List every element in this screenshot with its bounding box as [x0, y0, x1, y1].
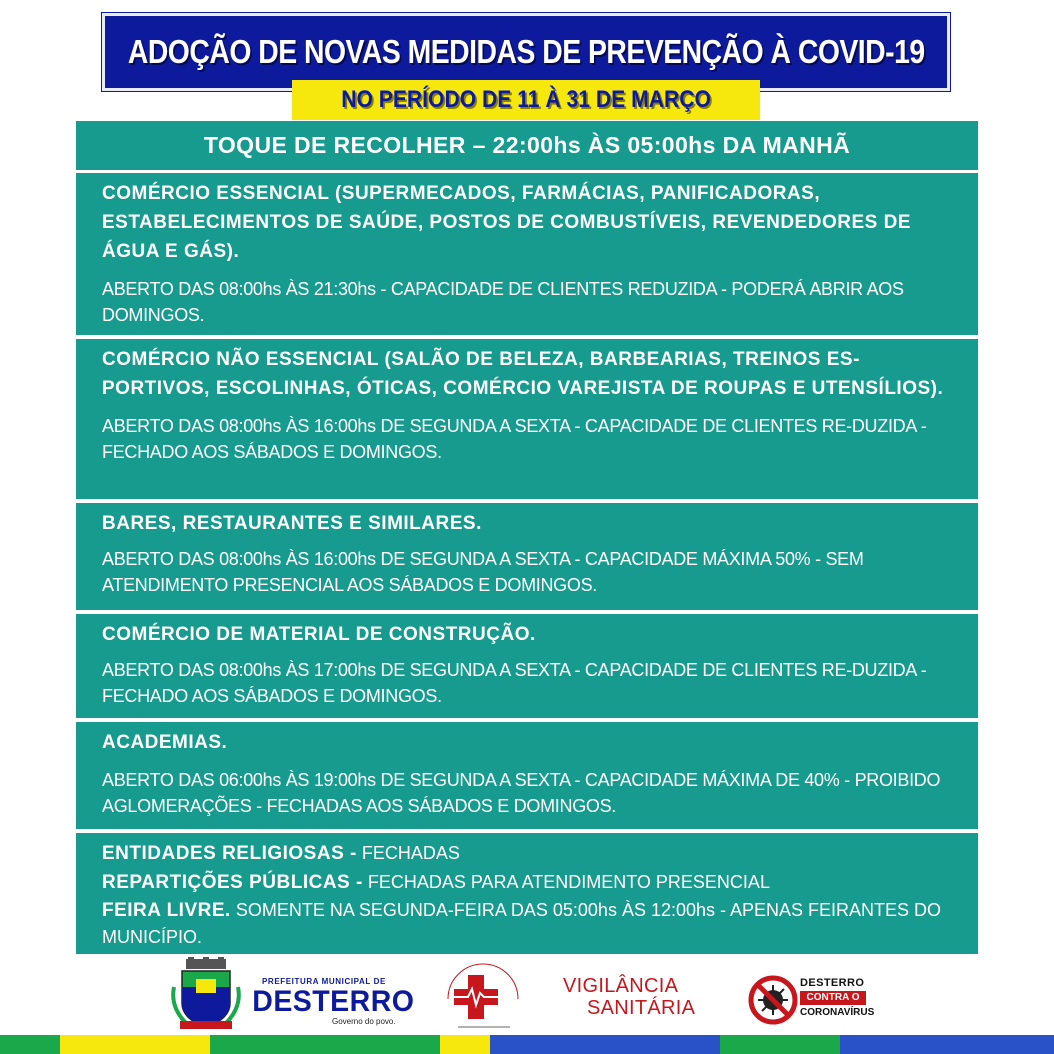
section-gyms — [76, 722, 978, 829]
public-offices-label: REPARTIÇÕES PÚBLICAS - — [102, 872, 363, 893]
section-construction-material — [76, 614, 978, 718]
vigilancia-line-2: SANITÁRIA — [587, 997, 696, 1019]
section-title: BARES, RESTAURANTES E SIMILARES. — [102, 513, 482, 534]
public-offices-row — [102, 868, 956, 897]
footer-logos — [0, 955, 1054, 1035]
desterro-contra-coronavirus-logo — [748, 975, 875, 1027]
religious-value: FECHADAS — [361, 843, 460, 863]
contra-line-3: CORONAVÍRUS — [800, 1007, 875, 1018]
governo-label: Governo do povo. — [332, 1017, 396, 1026]
section-body: ABERTO DAS 08:00hs ÀS 17:00hs DE SEGUNDA A SEXTA - CAPACIDADE DE CLIENTES RE-DUZIDA - FECHADO AOS SÁBADOS E DOMINGOS. — [102, 660, 927, 706]
virus-prohibited-icon — [748, 975, 798, 1025]
section-other-entities — [76, 833, 978, 954]
contra-line-1: DESTERRO — [800, 977, 865, 989]
desterro-label: DESTERRO — [252, 985, 415, 1018]
section-body: ABERTO DAS 06:00hs ÀS 19:00hs DE SEGUNDA A SEXTA - CAPACIDADE MÁXIMA DE 40% - PROIBIDO AGLOMERAÇÕES - FECHADAS AOS SÁBADOS E DOMINGOS. — [102, 770, 941, 816]
vigilancia-sanitaria-logo — [563, 975, 695, 1019]
religious-entities-row — [102, 839, 956, 868]
curfew-text: TOQUE DE RECOLHER – 22:00hs ÀS 05:00hs DA MANHÃ — [203, 132, 851, 158]
section-title: ACADEMIAS. — [102, 732, 228, 753]
health-cross-icon — [438, 959, 528, 1037]
section-title: COMÉRCIO ESSENCIAL (SUPERMECADOS, FARMÁCIAS, PANIFICADORAS, ESTABELECIMENTOS DE SAÚDE, POSTOS DE COMBUSTÍVEIS, REVENDEDORES DE ÁGUA E GÁS). — [102, 183, 911, 262]
coat-of-arms-icon — [166, 957, 246, 1033]
street-fair-value: SOMENTE NA SEGUNDA-FEIRA DAS 05:00hs ÀS 12:00hs - APENAS FEIRANTES DO MUNICÍPIO. — [102, 900, 942, 947]
curfew-panel — [76, 121, 978, 170]
contra-line-2: CONTRA O — [800, 991, 866, 1005]
section-body: ABERTO DAS 08:00hs ÀS 16:00hs DE SEGUNDA A SEXTA - CAPACIDADE MÁXIMA 50% - SEM ATENDIMENTO PRESENCIAL AOS SÁBADOS E DOMINGOS. — [102, 549, 864, 595]
section-title: COMÉRCIO DE MATERIAL DE CONSTRUÇÃO. — [102, 624, 536, 645]
desterro-logo — [166, 957, 415, 1033]
section-non-essential-commerce — [76, 339, 978, 499]
footer-color-stripe — [0, 1035, 1054, 1054]
health-secretariat-logo — [438, 959, 528, 1037]
prefeitura-label: PREFEITURA MUNICIPAL DE — [262, 977, 386, 986]
public-offices-value: FECHADAS PARA ATENDIMENTO PRESENCIAL — [367, 872, 770, 892]
period-banner — [292, 80, 760, 120]
section-bars-restaurants — [76, 503, 978, 610]
street-fair-label: FEIRA LIVRE. — [102, 900, 231, 921]
section-title: COMÉRCIO NÃO ESSENCIAL (SALÃO DE BELEZA, BARBEARIAS, TREINOS ES-PORTIVOS, ESCOLINHAS, ÓTICAS, COMÉRCIO VAREJISTA DE ROUPAS E UTENSÍLIOS). — [102, 349, 944, 399]
section-body: ABERTO DAS 08:00hs ÀS 16:00hs DE SEGUNDA A SEXTA - CAPACIDADE DE CLIENTES RE-DUZIDA - FECHADO AOS SÁBADOS E DOMINGOS. — [102, 416, 927, 462]
period-text: NO PERÍODO DE 11 À 31 DE MARÇO — [341, 86, 711, 113]
section-essential-commerce — [76, 173, 978, 335]
religious-label: ENTIDADES RELIGIOSAS - — [102, 843, 357, 864]
vigilancia-line-1: VIGILÂNCIA — [563, 975, 679, 997]
section-body: ABERTO DAS 08:00hs ÀS 21:30hs - CAPACIDADE DE CLIENTES REDUZIDA - PODERÁ ABRIR AOS DOMINGOS. — [102, 279, 904, 325]
page-title: ADOÇÃO DE NOVAS MEDIDAS DE PREVENÇÃO À COVID-19 — [127, 33, 925, 70]
street-fair-row — [102, 897, 956, 950]
